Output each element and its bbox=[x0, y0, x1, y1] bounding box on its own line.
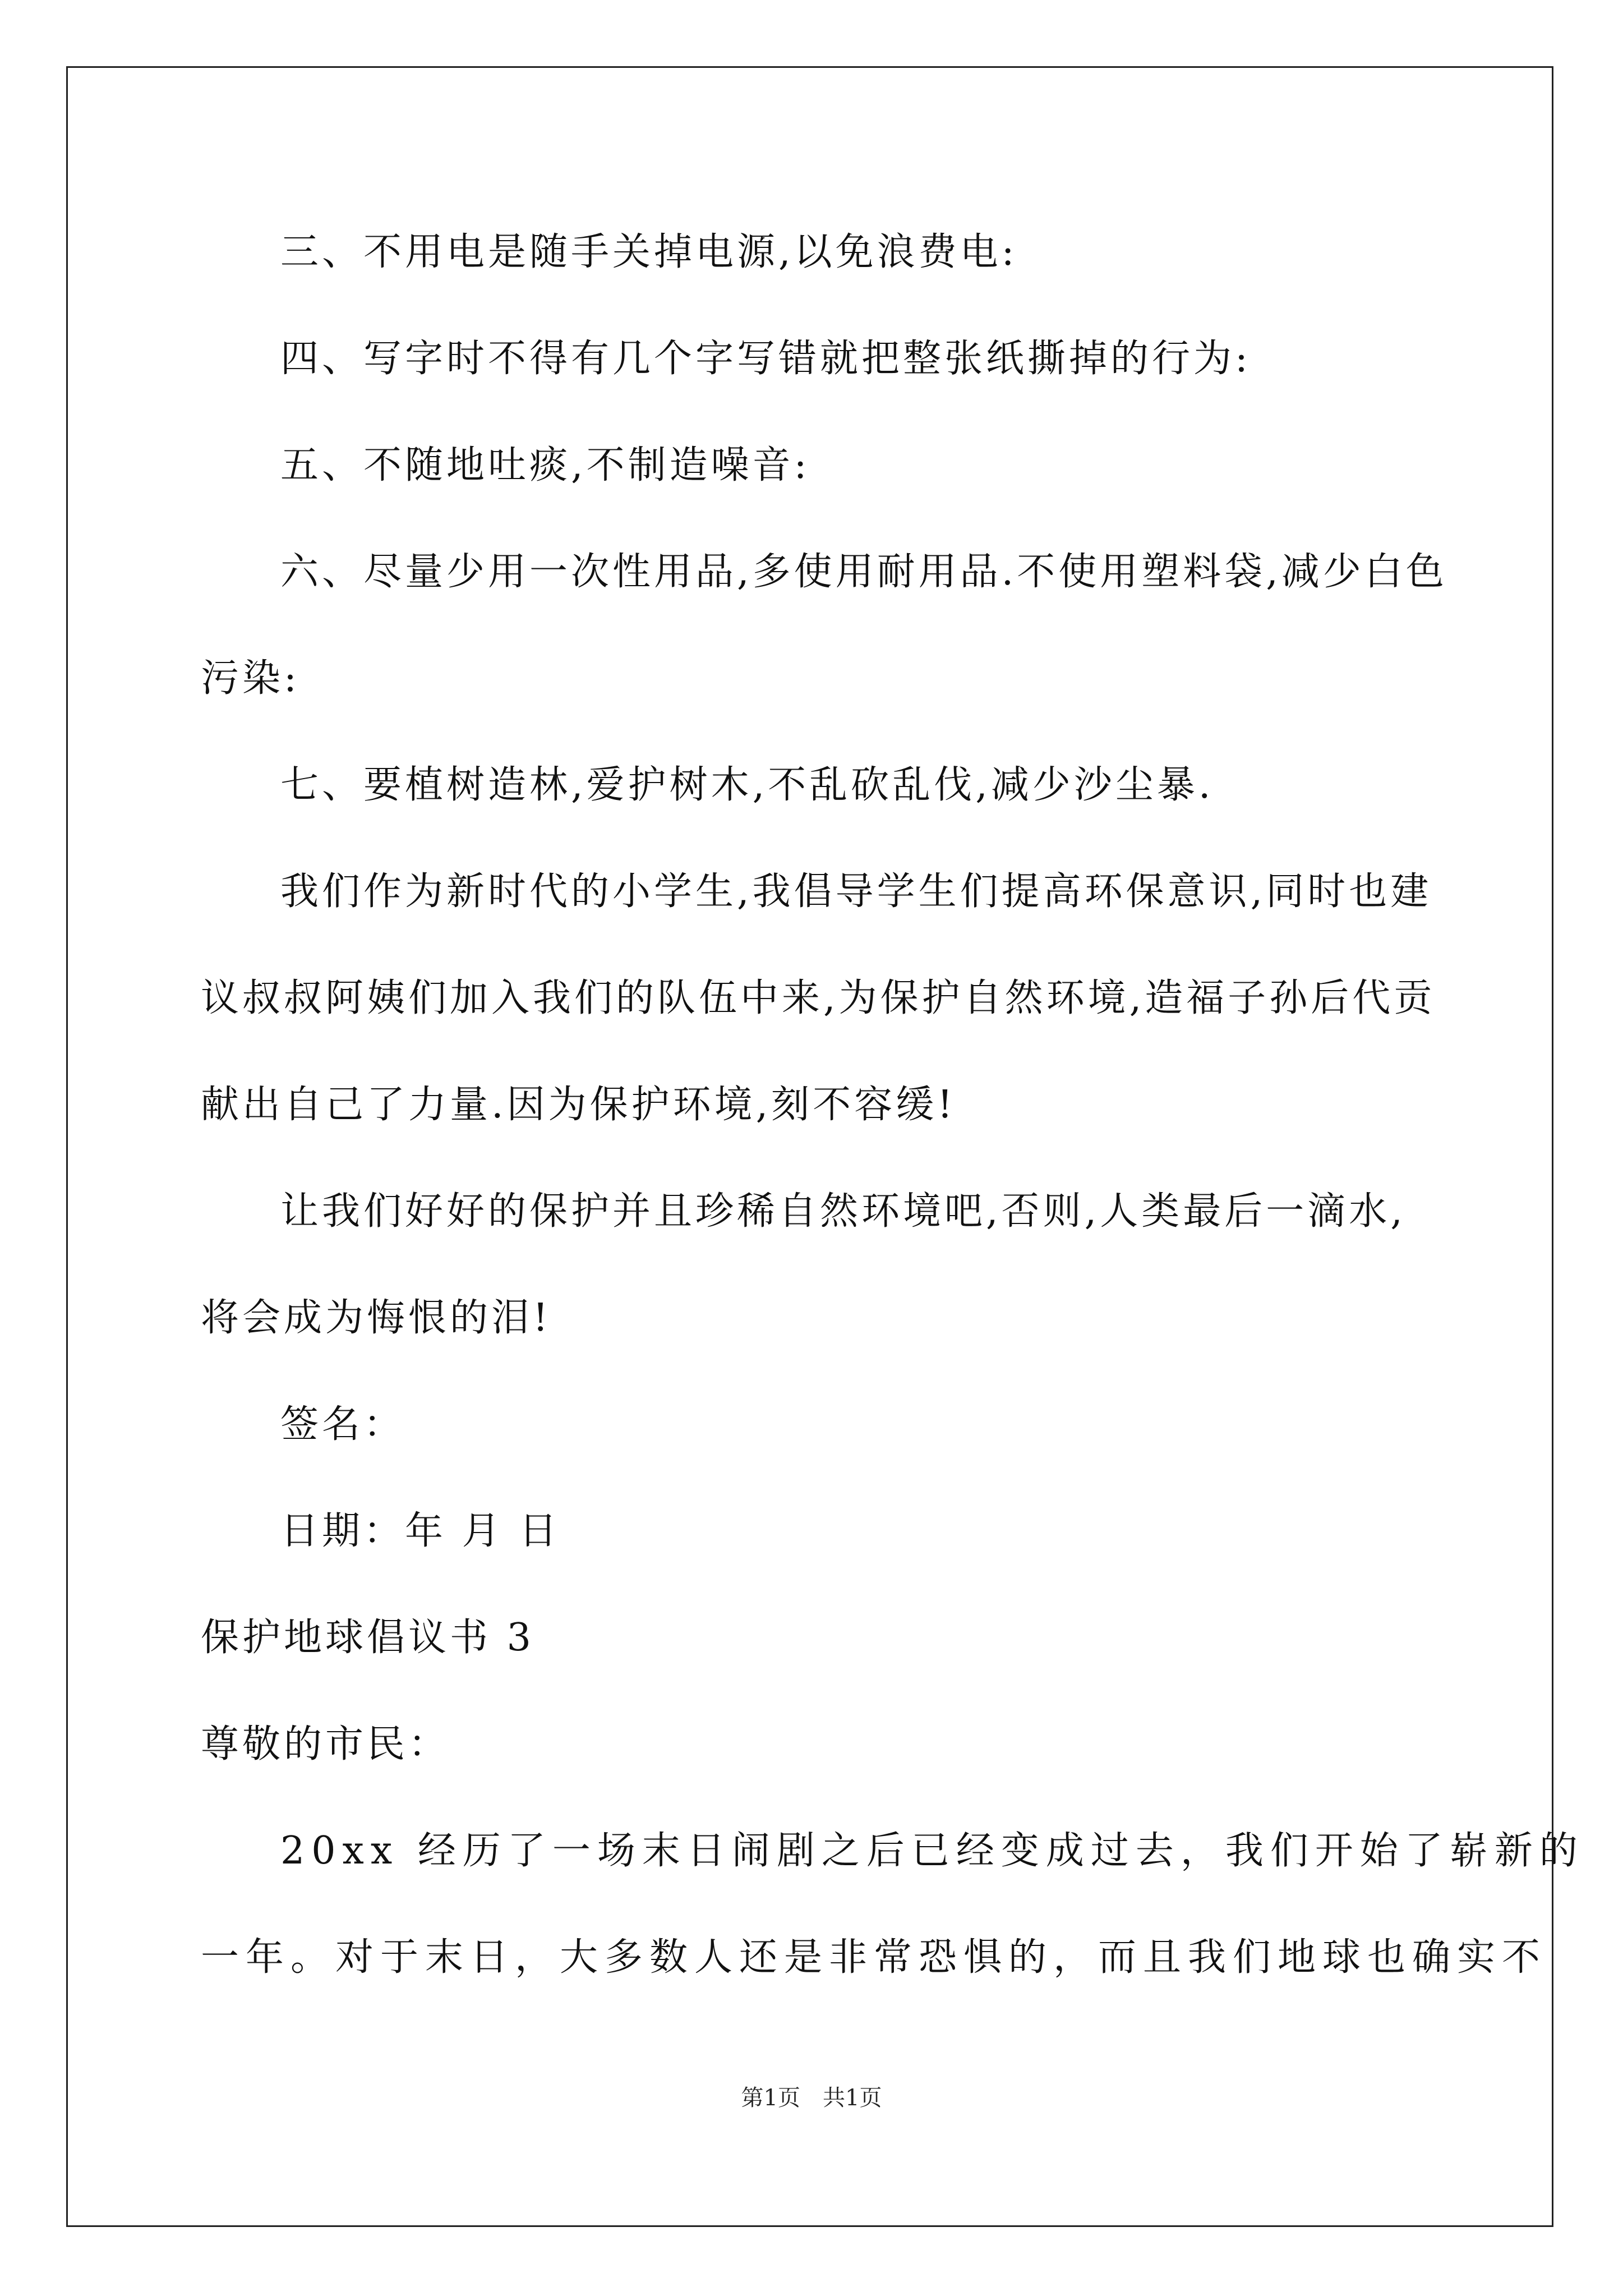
page-number-footer: 第1页 共1页 bbox=[741, 2085, 882, 2111]
text-line-3: 五、不随地吐痰,不制造噪音: bbox=[280, 443, 810, 487]
text-line-16: 20xx 经历了一场末日闹剧之后已经变成过去，我们开始了崭新的 bbox=[280, 1829, 1584, 1873]
text-line-6: 七、要植树造林,爱护树木,不乱砍乱伐,减少沙尘暴. bbox=[280, 763, 1214, 807]
text-line-17: 一年。对于末日，大多数人还是非常恐惧的，而且我们地球也确实不 bbox=[201, 1935, 1547, 1980]
date-label: 日期：年 月 日 bbox=[280, 1509, 561, 1553]
text-line-10: 让我们好好的保护并且珍稀自然环境吧,否则,人类最后一滴水, bbox=[280, 1189, 1406, 1234]
text-line-1: 三、不用电是随手关掉电源,以免浪费电: bbox=[280, 230, 1018, 274]
text-line-11: 将会成为悔恨的泪! bbox=[201, 1296, 552, 1340]
page-border bbox=[66, 66, 1553, 2227]
text-line-4: 六、尽量少用一次性用品,多使用耐用品.不使用塑料袋,减少白色 bbox=[280, 550, 1447, 594]
section-title: 保护地球倡议书 3 bbox=[201, 1616, 534, 1660]
text-line-2: 四、写字时不得有几个字写错就把整张纸撕掉的行为: bbox=[280, 337, 1251, 381]
text-line-8: 议叔叔阿姨们加入我们的队伍中来,为保护自然环境,造福子孙后代贡 bbox=[201, 976, 1436, 1020]
signature-label: 签名： bbox=[280, 1402, 405, 1447]
salutation: 尊敬的市民： bbox=[201, 1722, 450, 1766]
text-line-7: 我们作为新时代的小学生,我倡导学生们提高环保意识,同时也建 bbox=[280, 869, 1432, 914]
text-line-9: 献出自己了力量.因为保护环境,刻不容缓! bbox=[201, 1083, 956, 1127]
text-line-5: 污染: bbox=[201, 656, 300, 701]
